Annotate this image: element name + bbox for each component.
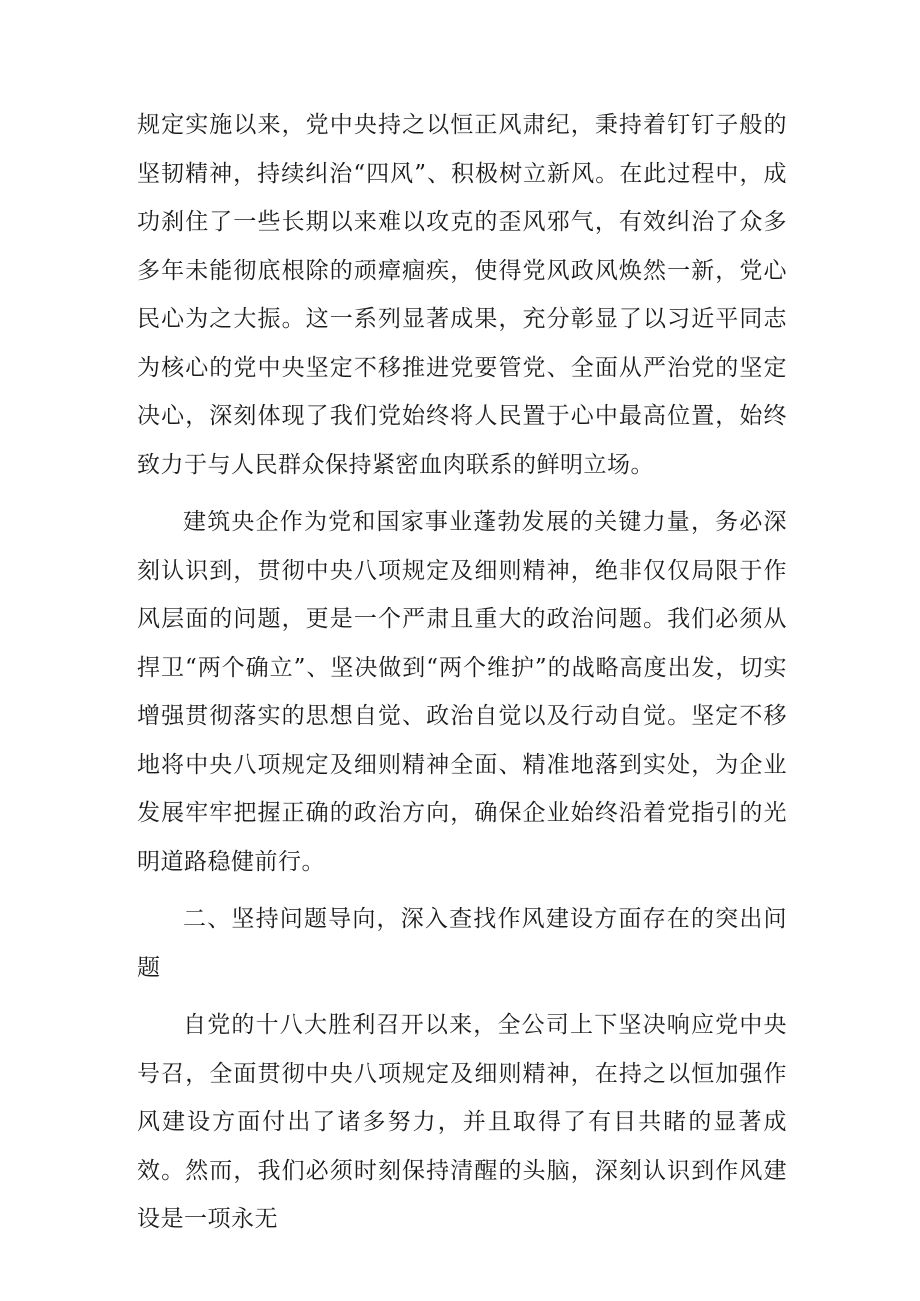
paragraph-since-18th-congress: 自党的十八大胜利召开以来，全公司上下坚决响应党中央号召，全面贯彻中央八项规定及细则精神，在持之以恒加强作风建设方面付出了诸多努力，并且取得了有目共睹的显著成效。然而，我们必须时刻保持清醒的头脑，深刻认识到作风建设是一项永无	[137, 1012, 787, 1232]
paragraph-construction-enterprise: 建筑央企作为党和国家事业蓬勃发展的关键力量，务必深刻认识到，贯彻中央八项规定及细则精神，绝非仅仅局限于作风层面的问题，更是一个严肃且重大的政治问题。我们必须从捍卫“两个确立”、坚决做到“两个维护”的战略高度出发，切实增强贯彻落实的思想自觉、政治自觉以及行动自觉。坚定不移地将中央八项规定及细则精神全面、精准地落到实处，为企业发展牢牢把握正确的政治方向，确保企业始终沿着党指引的光明道路稳健前行。	[137, 509, 787, 875]
document-body	[137, 101, 787, 1253]
paragraph-continuation: 规定实施以来，党中央持之以恒正风肃纪，秉持着钉钉子般的坚韧精神，持续纠治“四风”、积极树立新风。在此过程中，成功刹住了一些长期以来难以攻克的歪风邪气，有效纠治了众多多年未能彻底根除的顽瘴痼疾，使得党风政风焕然一新，党心民心为之大振。这一系列显著成果，充分彰显了以习近平同志为核心的党中央坚定不移推进党要管党、全面从严治党的坚定决心，深刻体现了我们党始终将人民置于心中最高位置，始终致力于与人民群众保持紧密血肉联系的鲜明立场。	[137, 112, 787, 478]
section-heading: 二、坚持问题导向，深入查找作风建设方面存在的突出问题	[137, 906, 787, 981]
